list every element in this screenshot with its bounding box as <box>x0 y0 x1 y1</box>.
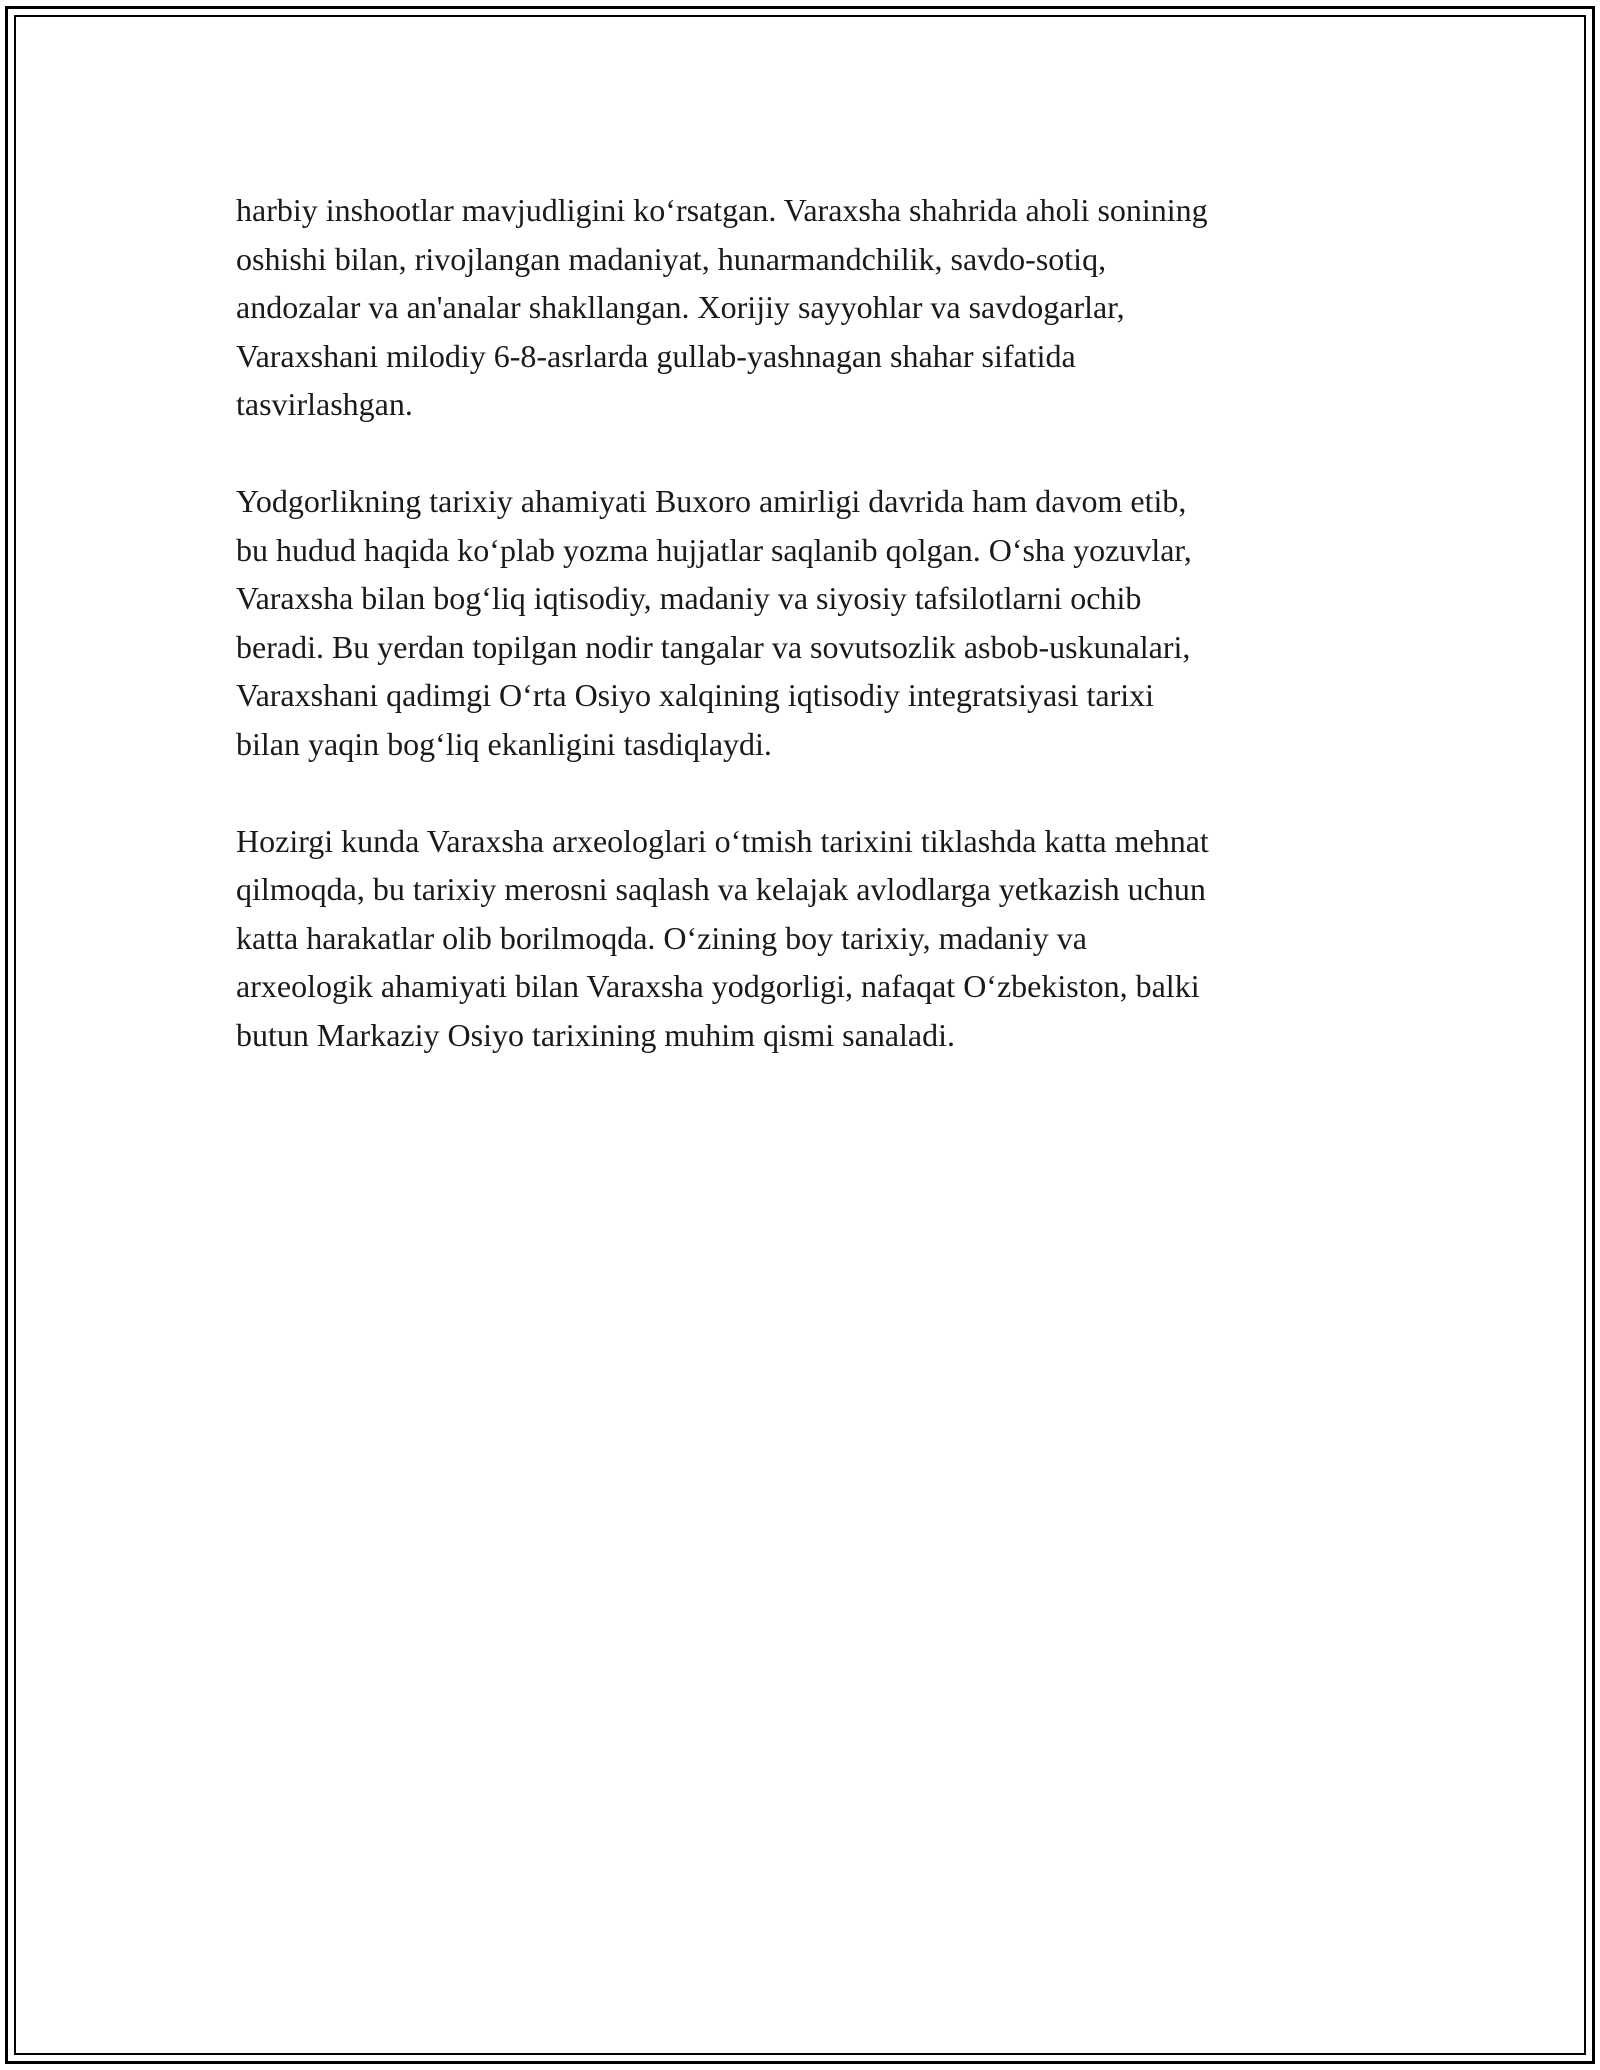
paragraph-2: Yodgorlikning tarixiy ahamiyati Buxoro amirligi davrida ham davom etib, bu hudud haqida koʻplab yozma hujjatlar saqlanib qolgan. Oʻsha yozuvlar, Varaxsha bilan bogʻliq iqtisodiy, madaniy va siyosiy tafsilotlarni ochib beradi. Bu yerdan topilgan nodir tangalar va sovutsozlik asbob-uskunalari, Varaxshani qadimgi Oʻrta Osiyo xalqining iqtisodiy integratsiyasi tarixi bilan yaqin bogʻliq ekanligini tasdiqlaydi. <box>236 483 1192 762</box>
document-body <box>236 186 1376 1108</box>
paragraph-1: harbiy inshootlar mavjudligini koʻrsatgan. Varaxsha shahrida aholi sonining oshishi bilan, rivojlangan madaniyat, hunarmandchilik, savdo-sotiq, andozalar va an'analar shakllangan. Xorijiy sayyohlar va savdogarlar, Varaxshani milodiy 6-8-asrlarda gullab-yashnagan shahar sifatida tasvirlashgan. <box>236 192 1208 422</box>
paragraph-3: Hozirgi kunda Varaxsha arxeologlari oʻtmish tarixini tiklashda katta mehnat qilmoqda, bu tarixiy merosni saqlash va kelajak avlodlarga yetkazish uchun katta harakatlar olib borilmoqda. Oʻzining boy tarixiy, madaniy va arxeologik ahamiyati bilan Varaxsha yodgorligi, nafaqat Oʻzbekiston, balki butun Markaziy Osiyo tarixining muhim qismi sanaladi. <box>236 822 1209 1053</box>
